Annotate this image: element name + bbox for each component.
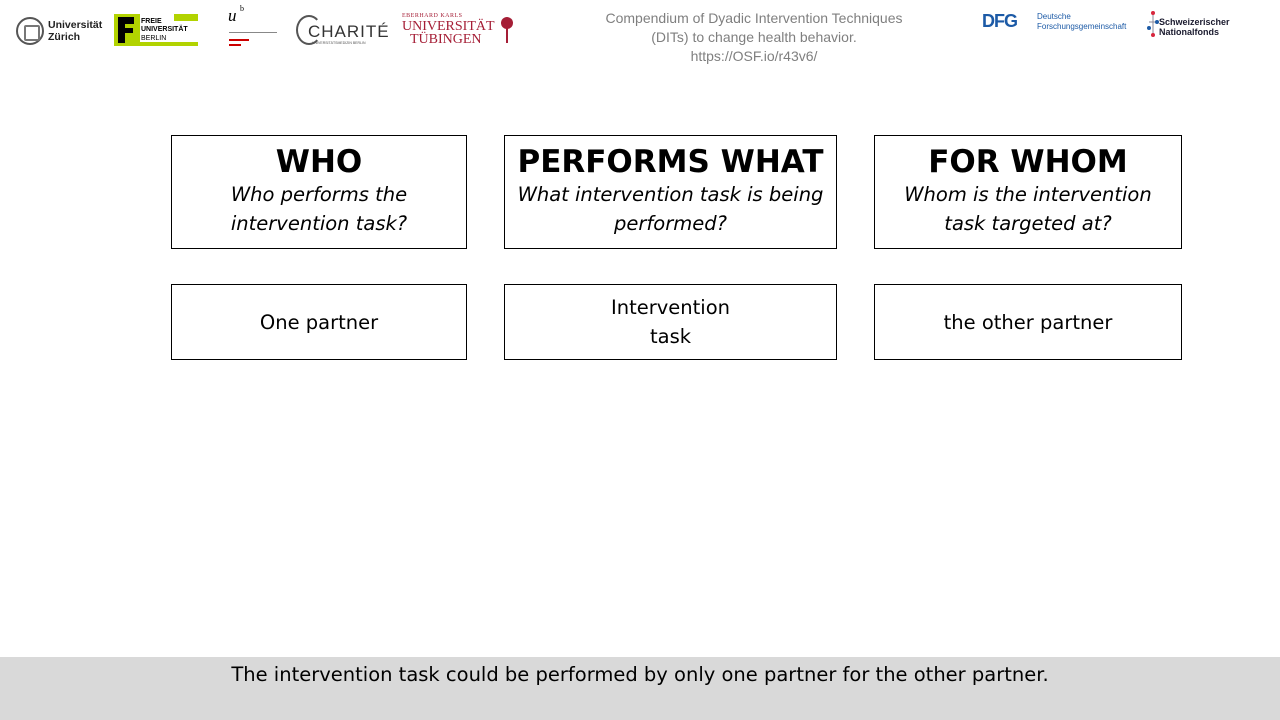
compendium-title-line2: (DITs) to change health behavior. — [651, 29, 857, 45]
fu-berlin-logo — [114, 14, 198, 46]
charite-logo: CHARITÉ UNIVERSITÄTSMEDIZIN BERLIN — [296, 15, 380, 47]
who-value-box — [171, 284, 467, 360]
tuebingen-logo-line3: TÜBINGEN — [410, 32, 482, 47]
unibe-logo-b: b — [240, 4, 244, 13]
footer-caption: The intervention task could be performed by only one partner for the other partner. — [231, 663, 1049, 686]
compendium-title-line1: Compendium of Dyadic Intervention Techniques — [605, 10, 903, 26]
uzh-logo-line1: Universität — [48, 19, 103, 31]
for-whom-value: the other partner — [943, 310, 1113, 334]
dfg-logo-line1: Deutsche — [1037, 12, 1071, 21]
who-question: Who performs the intervention task? — [230, 183, 408, 235]
for-whom-heading: FOR WHOM — [928, 144, 1128, 180]
unibe-logo-u: u — [228, 6, 237, 25]
performs-what-value: Intervention task — [610, 296, 731, 348]
tuebingen-logo-line1: EBERHARD KARLS — [402, 13, 463, 19]
who-heading: WHO — [275, 144, 363, 180]
for-whom-box — [874, 135, 1182, 249]
tuebingen-logo — [400, 13, 520, 49]
tuebingen-logo-line2: UNIVERSITÄT — [402, 19, 495, 34]
performs-what-heading: PERFORMS WHAT — [517, 144, 824, 180]
performs-what-question: What intervention task is being performed? — [517, 183, 824, 235]
palm-tree-icon — [500, 15, 514, 45]
fu-logo-line2: UNIVERSITÄT — [141, 26, 188, 33]
compendium-title — [570, 9, 938, 66]
snf-logo — [1147, 8, 1247, 40]
uzh-logo — [16, 15, 106, 47]
snf-logo-line1: Schweizerischer — [1159, 17, 1230, 27]
fu-f-icon — [114, 14, 140, 46]
compendium-osf-link: https://OSF.io/r43v6/ — [690, 48, 818, 64]
who-value: One partner — [259, 310, 379, 334]
performs-what-box — [504, 135, 837, 249]
dfg-logo — [982, 11, 1127, 33]
unibe-logo — [226, 6, 278, 46]
uzh-seal-icon — [16, 17, 44, 45]
for-whom-value-box — [874, 284, 1182, 360]
performs-what-value-box — [504, 284, 837, 360]
fu-logo-line1: FREIE — [141, 18, 162, 25]
uzh-logo-line2: Zürich — [48, 31, 81, 43]
who-box — [171, 135, 467, 249]
dfg-logo-letters: DFG — [982, 11, 1017, 31]
charite-logo-word: CHARITÉ — [308, 22, 390, 41]
for-whom-question: Whom is the intervention task targeted at? — [904, 183, 1152, 235]
dfg-logo-line2: Forschungsgemeinschaft — [1037, 22, 1127, 31]
snf-network-icon — [1147, 10, 1159, 38]
snf-logo-line2: Nationalfonds — [1159, 27, 1219, 37]
fu-logo-line3: BERLIN — [141, 35, 167, 42]
